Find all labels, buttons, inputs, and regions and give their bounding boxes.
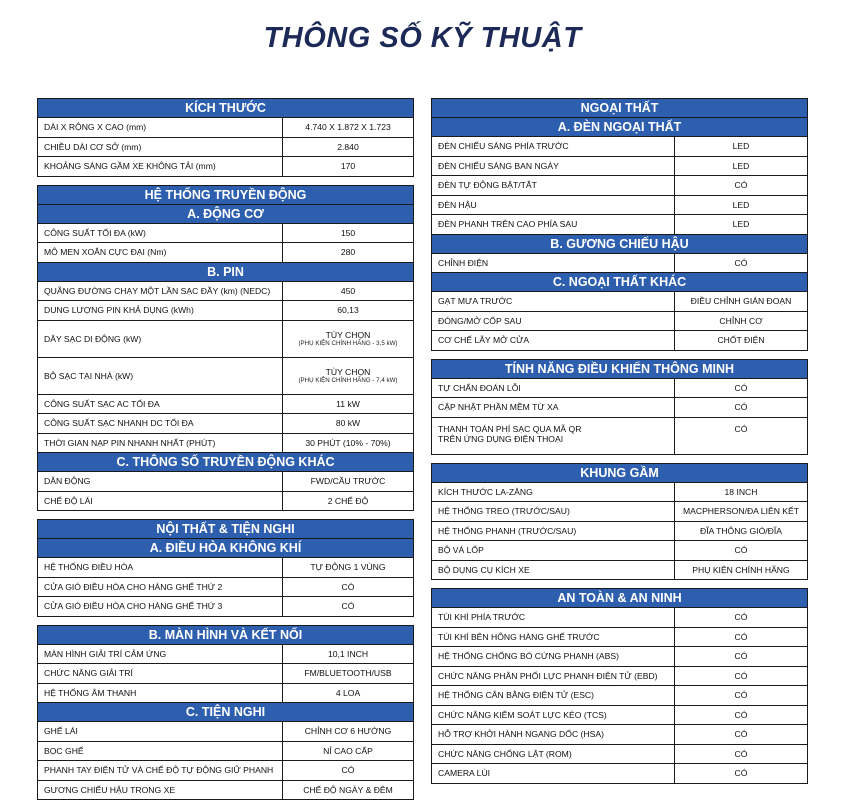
spec-row: [432, 137, 807, 157]
spec-label: MÀN HÌNH GIẢI TRÍ CẢM ỨNG: [38, 645, 283, 664]
spec-label: CÔNG SUẤT SẠC NHANH DC TỐI ĐA: [38, 414, 283, 433]
spec-row: [38, 321, 413, 358]
spec-row: [432, 686, 807, 706]
spec-label: DÂY SẠC DI ĐỘNG (kW): [38, 321, 283, 357]
spec-value: CÓ: [734, 382, 748, 393]
spec-label: HỖ TRỢ KHỞI HÀNH NGANG DỐC (HSA): [432, 725, 675, 744]
spec-label: DẪN ĐỘNG: [38, 472, 283, 491]
spec-row: [432, 215, 807, 235]
subsection-header: C. THÔNG SỐ TRUYỀN ĐỘNG KHÁC: [38, 453, 413, 472]
spec-label: TÚI KHÍ BÊN HÔNG HÀNG GHẾ TRƯỚC: [432, 628, 675, 647]
spec-value: NỈ CAO CẤP: [323, 745, 373, 756]
spec-label: ĐÈN HẬU: [432, 196, 675, 215]
spec-row: [432, 667, 807, 687]
spec-value: 4 LOA: [335, 687, 361, 698]
spec-label: CHỨC NĂNG PHÂN PHỐI LỰC PHANH ĐIỆN TỬ (EBD): [432, 667, 675, 686]
subsection-header: A. ĐIỀU HÒA KHÔNG KHÍ: [38, 539, 413, 558]
spec-row: [432, 608, 807, 628]
spec-row: [432, 706, 807, 726]
section-ngoai-that: [431, 98, 808, 351]
spec-value: CÓ: [734, 402, 748, 413]
spec-value: FWD/CẦU TRƯỚC: [310, 476, 386, 487]
spec-label: PHANH TAY ĐIỆN TỬ VÀ CHẾ ĐỘ TỰ ĐỘNG GIỮ PHANH: [38, 761, 283, 780]
spec-label: CHỨC NĂNG GIẢI TRÍ: [38, 664, 283, 683]
spec-label: HỆ THỐNG ĐIỀU HÒA: [38, 558, 283, 577]
right-column: [431, 98, 808, 792]
spec-value: 150: [340, 227, 356, 238]
spec-value: LED: [732, 219, 750, 230]
spec-label: ĐÈN PHANH TRÊN CAO PHÍA SAU: [432, 215, 675, 234]
spec-value: MACPHERSON/ĐA LIÊN KẾT: [682, 506, 800, 517]
spec-value: CÓ: [734, 545, 748, 556]
spec-label: ĐÓNG/MỞ CỐP SAU: [432, 312, 675, 331]
spec-row: [38, 578, 413, 598]
subsection-header: B. GƯƠNG CHIẾU HẬU: [432, 235, 807, 254]
spec-value: 30 PHÚT (10% - 70%): [305, 437, 391, 448]
spec-row: [38, 722, 413, 742]
spec-value: CHẾ ĐỘ NGÀY & ĐÊM: [303, 784, 393, 795]
spec-label: CƠ CHẾ LẪY MỞ CỬA: [432, 331, 675, 350]
spec-value: 10,1 INCH: [327, 648, 369, 659]
spec-value: 11 kW: [336, 398, 360, 409]
spec-label: TỰ CHẨN ĐOÁN LỖI: [432, 379, 675, 398]
spec-value: 80 kW: [335, 418, 361, 429]
spec-label: CẬP NHẬT PHẦN MỀM TỪ XA: [432, 398, 675, 417]
spec-row: [432, 483, 807, 503]
spec-row: [432, 418, 807, 454]
spec-label: CỬA GIÓ ĐIỀU HÒA CHO HÀNG GHẾ THỨ 2: [38, 578, 283, 597]
spec-value: CÓ: [341, 601, 355, 612]
spec-label: CHỨC NĂNG CHỐNG LẬT (ROM): [432, 745, 675, 764]
spec-label: CHỨC NĂNG KIỂM SOÁT LỰC KÉO (TCS): [432, 706, 675, 725]
spec-label: CÔNG SUẤT SẠC AC TỐI ĐA: [38, 395, 283, 414]
spec-row: [432, 647, 807, 667]
section-header: HỆ THỐNG TRUYỀN ĐỘNG: [38, 186, 413, 205]
spec-row: [38, 742, 413, 762]
spec-row: [432, 628, 807, 648]
section-truyen-dong: [37, 185, 414, 512]
spec-label-line: THANH TOÁN PHÍ SẠC QUA MÃ QR: [438, 423, 582, 434]
spec-label: KÍCH THƯỚC LA-ZĂNG: [432, 483, 675, 502]
spec-row: [432, 292, 807, 312]
spec-row: [38, 414, 413, 434]
spec-row: [432, 176, 807, 196]
spec-value: CÓ: [734, 768, 748, 779]
spec-label: GHẾ LÁI: [38, 722, 283, 741]
spec-row: [432, 502, 807, 522]
spec-label: QUÃNG ĐƯỜNG CHẠY MỘT LẦN SẠC ĐẦY (km) (NEDC): [38, 282, 283, 301]
spec-row: [432, 561, 807, 580]
spec-value: FM/BLUETOOTH/USB: [304, 668, 392, 679]
spec-row: [432, 196, 807, 216]
spec-row: [38, 224, 413, 244]
spec-value: ĐIỀU CHỈNH GIÁN ĐOẠN: [690, 296, 792, 307]
spec-value: LED: [732, 199, 750, 210]
spec-row: [38, 645, 413, 665]
spec-row: [38, 282, 413, 302]
spec-value: 280: [340, 247, 356, 258]
spec-label: BỘ SẠC TẠI NHÀ (kW): [38, 358, 283, 394]
spec-row: [38, 243, 413, 263]
section-header: AN TOÀN & AN NINH: [432, 589, 807, 608]
spec-value: 18 INCH: [724, 486, 758, 497]
spec-label: ĐÈN TỰ ĐỘNG BẬT/TẮT: [432, 176, 675, 195]
spec-value: TỰ ĐỘNG 1 VÙNG: [310, 562, 386, 573]
spec-value: CHỈNH CƠ 6 HƯỚNG: [304, 726, 392, 737]
page-title: THÔNG SỐ KỸ THUẬT: [263, 22, 582, 54]
value-main: TÙY CHỌN: [325, 367, 371, 377]
spec-value: CÓ: [734, 690, 748, 701]
subsection-header: C. NGOẠI THẤT KHÁC: [432, 273, 807, 292]
spec-value: LED: [732, 141, 750, 152]
spec-value: CÓ: [734, 612, 748, 623]
section-an-toan: [431, 588, 808, 784]
spec-row: [38, 761, 413, 781]
spec-value: CÓ: [734, 748, 748, 759]
spec-label: HỆ THỐNG CHỐNG BÓ CỨNG PHANH (ABS): [432, 647, 675, 666]
spec-row: [38, 781, 413, 800]
spec-row: [432, 764, 807, 783]
left-column: [37, 98, 414, 808]
spec-label: KHOẢNG SÁNG GẦM XE KHÔNG TẢI (mm): [38, 157, 283, 176]
spec-label: THỜI GIAN NẠP PIN NHANH NHẤT (PHÚT): [38, 434, 283, 453]
section-khung-gam: [431, 463, 808, 581]
spec-row: [432, 254, 807, 274]
spec-row: [38, 558, 413, 578]
section-man-hinh-tien-nghi: [37, 625, 414, 801]
spec-label: ĐÈN CHIẾU SÁNG BAN NGÀY: [432, 157, 675, 176]
spec-row: [432, 331, 807, 350]
spec-label: CHỈNH ĐIỆN: [432, 254, 675, 273]
spec-value: ĐĨA THÔNG GIÓ/ĐĨA: [700, 525, 782, 536]
spec-value: CÓ: [341, 765, 355, 776]
spec-label: DÀI X RỘNG X CAO (mm): [38, 118, 283, 137]
spec-row: [38, 684, 413, 704]
section-header: KHUNG GẦM: [432, 464, 807, 483]
spec-row: [38, 434, 413, 454]
spec-value: CHỐT ĐIỆN: [717, 335, 765, 346]
section-header: KÍCH THƯỚC: [38, 99, 413, 118]
spec-label: ĐÈN CHIẾU SÁNG PHÍA TRƯỚC: [432, 137, 675, 156]
spec-row: [38, 395, 413, 415]
spec-row: [432, 157, 807, 177]
spec-row: [432, 745, 807, 765]
value-note: (PHỤ KIỆN CHÍNH HÃNG - 7,4 kW): [298, 377, 398, 384]
spec-label: CỬA GIÓ ĐIỀU HÒA CHO HÀNG GHẾ THỨ 3: [38, 597, 283, 616]
spec-label: [432, 418, 675, 454]
spec-label: HỆ THỐNG TREO (TRƯỚC/SAU): [432, 502, 675, 521]
spec-value: 2 CHẾ ĐỘ: [327, 495, 369, 506]
spec-row: [432, 312, 807, 332]
spec-label: GƯƠNG CHIẾU HẬU TRONG XE: [38, 781, 283, 800]
spec-value: CÓ: [734, 729, 748, 740]
spec-row: [432, 725, 807, 745]
spec-row: [38, 492, 413, 511]
spec-value: CÓ: [734, 651, 748, 662]
spec-row: [38, 157, 413, 176]
spec-row: [38, 358, 413, 395]
spec-label: CHẾ ĐỘ LÁI: [38, 492, 283, 511]
spec-row: [38, 597, 413, 616]
spec-row: [432, 541, 807, 561]
spec-value: CÓ: [734, 180, 748, 191]
subsection-header: B. PIN: [38, 263, 413, 282]
spec-label: BỌC GHẾ: [38, 742, 283, 761]
spec-label: TÚI KHÍ PHÍA TRƯỚC: [432, 608, 675, 627]
value-note: (PHỤ KIỆN CHÍNH HÃNG - 3,5 kW): [298, 340, 398, 347]
subsection-header: B. MÀN HÌNH VÀ KẾT NỐI: [38, 626, 413, 645]
spec-label: BỘ DỤNG CỤ KÍCH XE: [432, 561, 675, 580]
spec-value: CÓ: [734, 631, 748, 642]
section-header: NGOẠI THẤT: [432, 99, 807, 118]
spec-label: BỘ VÁ LỐP: [432, 541, 675, 560]
spec-row: [38, 472, 413, 492]
section-thong-minh: [431, 359, 808, 455]
subsection-header: A. ĐÈN NGOẠI THẤT: [432, 118, 807, 137]
spec-value: CHỈNH CƠ: [719, 315, 763, 326]
spec-label: DUNG LƯỢNG PIN KHẢ DỤNG (kWh): [38, 301, 283, 320]
spec-value: 170: [340, 161, 356, 172]
section-header: TÍNH NĂNG ĐIỀU KHIỂN THÔNG MINH: [432, 360, 807, 379]
spec-row: [432, 379, 807, 399]
section-header: NỘI THẤT & TIỆN NGHI: [38, 520, 413, 539]
spec-label: HỆ THỐNG PHANH (TRƯỚC/SAU): [432, 522, 675, 541]
spec-row: [432, 398, 807, 418]
section-noi-that: [37, 519, 414, 617]
spec-row: [38, 664, 413, 684]
spec-value: PHỤ KIỆN CHÍNH HÃNG: [692, 564, 790, 575]
spec-value: 2.840: [337, 141, 359, 152]
spec-row: [38, 138, 413, 158]
spec-label-line: TRÊN ỨNG DỤNG ĐIỆN THOẠI: [438, 433, 564, 444]
spec-value: [283, 321, 413, 357]
subsection-header: C. TIỆN NGHI: [38, 703, 413, 722]
spec-label: HỆ THỐNG CÂN BẰNG ĐIỆN TỬ (ESC): [432, 686, 675, 705]
spec-label: GẠT MƯA TRƯỚC: [432, 292, 675, 311]
spec-value: CÓ: [734, 670, 748, 681]
spec-value: [283, 358, 413, 394]
spec-label: CAMERA LÙI: [432, 764, 675, 783]
spec-value: CÓ: [734, 709, 748, 720]
spec-value: 450: [340, 285, 356, 296]
spec-value: CÓ: [341, 581, 355, 592]
spec-value: 60,13: [337, 305, 359, 316]
spec-row: [38, 118, 413, 138]
value-main: TÙY CHỌN: [325, 330, 371, 340]
spec-label: CÔNG SUẤT TỐI ĐA (kW): [38, 224, 283, 243]
spec-value: CÓ: [734, 423, 748, 434]
section-kich-thuoc: [37, 98, 414, 177]
spec-label: HỆ THỐNG ÂM THANH: [38, 684, 283, 703]
spec-value: LED: [732, 160, 750, 171]
spec-label: MÔ MEN XOẮN CỰC ĐẠI (Nm): [38, 243, 283, 262]
subsection-header: A. ĐỘNG CƠ: [38, 205, 413, 224]
spec-row: [38, 301, 413, 321]
spec-label: CHIỀU DÀI CƠ SỞ (mm): [38, 138, 283, 157]
spec-row: [432, 522, 807, 542]
spec-value: 4.740 X 1.872 X 1.723: [305, 122, 391, 133]
spec-value: CÓ: [734, 257, 748, 268]
